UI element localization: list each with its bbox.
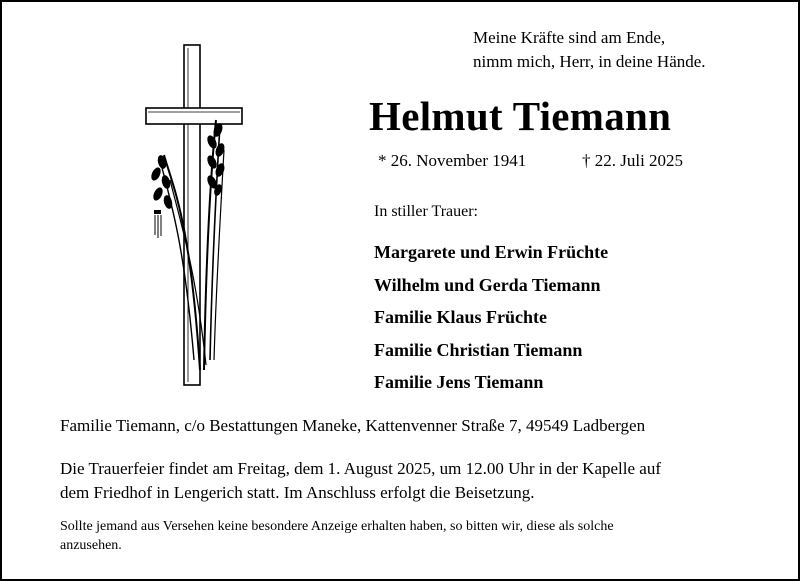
grief-label: In stiller Trauer: [374,203,478,220]
death-date: † 22. Juli 2025 [582,151,684,170]
motto [473,26,793,74]
cross-with-wheat-icon [140,40,250,390]
service-line: dem Friedhof in Lengerich statt. Im Anschluss erfolgt die Beisetzung. [60,483,535,502]
mourner-item: Familie Christian Tiemann [374,339,583,360]
note-line: Sollte jemand aus Versehen keine besondere Anzeige erhalten haben, so bitten wir, diese als solche [60,519,614,534]
mourner-item: Margarete und Erwin Früchte [374,242,609,262]
deceased-name: Helmut Tiemann [369,93,672,139]
mourner-item: Wilhelm und Gerda Tiemann [374,274,601,295]
contact-address: Familie Tiemann, c/o Bestattungen Maneke, Kattenvenner Straße 7, 49549 Ladbergen [60,416,646,435]
motto-line: nimm mich, Herr, in deine Hände. [473,52,706,71]
notice-note [60,517,790,555]
birth-date: * 26. November 1941 [378,151,527,170]
service-info [60,457,780,505]
note-line: anzusehen. [60,538,122,553]
service-line: Die Trauerfeier findet am Freitag, dem 1. August 2025, um 12.00 Uhr in der Kapelle auf [60,459,662,478]
mourner-item: Familie Klaus Früchte [374,307,547,328]
motto-line: Meine Kräfte sind am Ende, [473,28,666,47]
mourner-item: Familie Jens Tiemann [374,372,544,393]
mourner-list [374,236,608,399]
